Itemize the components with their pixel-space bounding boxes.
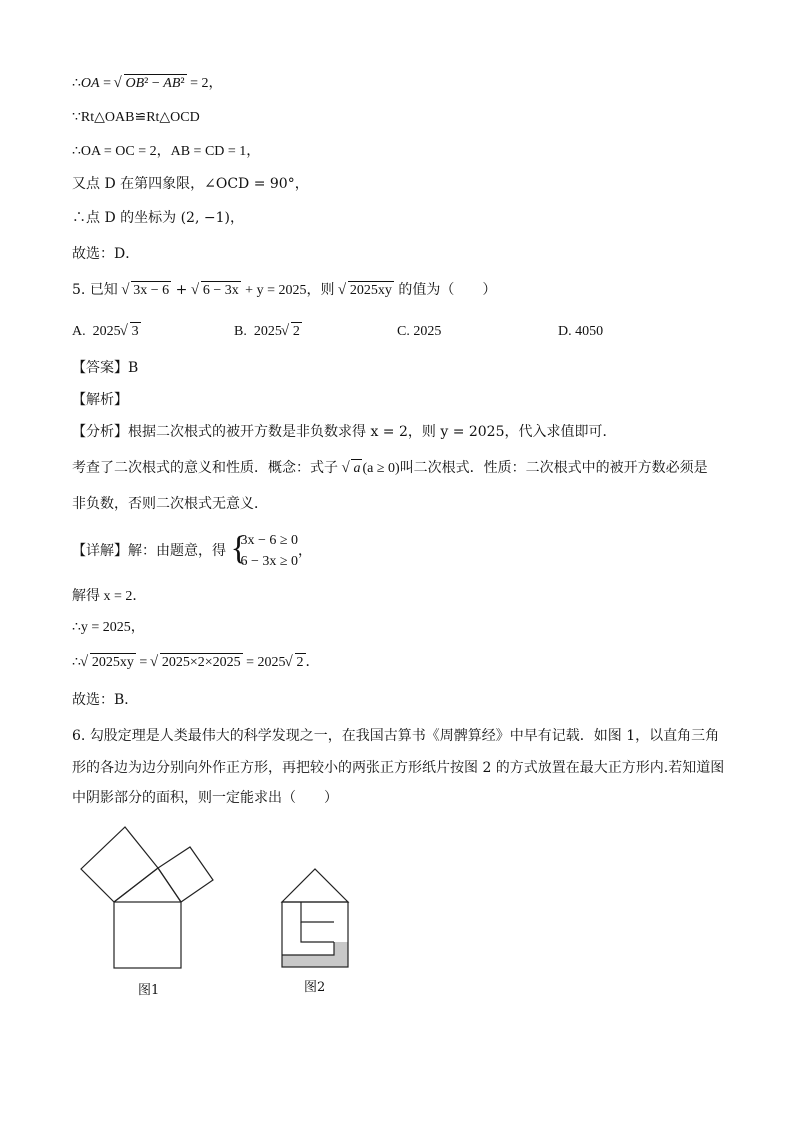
solve-line-1: 解得 x = 2．	[72, 589, 147, 604]
option-c: C. 2025	[397, 324, 442, 339]
answer-value: B	[128, 360, 139, 376]
right-triangle	[114, 868, 181, 902]
shaded-region	[282, 955, 348, 967]
small-paper	[301, 902, 334, 922]
line-oa: ∴OA = √ OB² − AB² = 2，	[72, 74, 222, 94]
choose-b: 故选：B．	[72, 692, 139, 708]
answer-line	[72, 358, 138, 378]
medium-square	[81, 827, 158, 902]
figure-2-caption: 图2	[304, 980, 326, 995]
concept-line-1: 考查了二次根式的意义和性质．概念：式子 √ a (a ≥ 0)叫二次根式．性质：二次根式中的被开方数必须是	[72, 458, 708, 479]
concept-line-2: 非负数，否则二次根式无意义．	[72, 496, 268, 512]
radical-expr1: √ 3x − 6	[122, 281, 171, 301]
solve-line-3: ∴√ 2025xy = √ 2025×2×2025 = 2025√ 2 ．	[72, 653, 320, 673]
answer-tag: 【答案】	[72, 360, 128, 376]
figure-2-arrangement	[278, 866, 352, 972]
small-square	[158, 847, 213, 902]
small-paper-inner	[301, 922, 334, 942]
radical-expr2: √ 6 − 3x	[192, 281, 241, 301]
option-b: B. 2025√ 2	[234, 322, 302, 342]
shaded-strip	[334, 942, 348, 955]
inequality-system: { 3x − 6 ≥ 0 6 − 3x ≥ 0	[230, 530, 298, 572]
figure-1-caption: 图1	[138, 983, 160, 998]
line-quadrant: 又点 D 在第四象限，∠OCD = 90°，	[72, 176, 309, 192]
option-d: D. 4050	[558, 324, 604, 339]
analysis-tag: 【解析】	[72, 392, 128, 408]
medium-paper	[282, 942, 334, 955]
figure-1-pythagoras	[78, 824, 218, 972]
roof-triangle	[282, 869, 348, 902]
question-6-line-3: 中阴影部分的面积，则一定能求出（ ）	[72, 790, 338, 806]
question-6-line-1: 6. 勾股定理是人类最伟大的科学发现之一，在我国古算书《周髀算经》中早有记载．如图 1，以直角三角	[72, 728, 720, 744]
solve-line-2: ∴y = 2025，	[72, 620, 145, 635]
fenxi-line: 【分析】根据二次根式的被开方数是非负数求得 x = 2，则 y = 2025，代入求值即可．	[72, 424, 617, 440]
line-coordinate: ∴点 D 的坐标为 (2, −1)，	[72, 210, 244, 226]
large-square	[114, 902, 181, 968]
line-oc-cd: ∴OA = OC = 2，AB = CD = 1，	[72, 144, 261, 159]
question-6-line-2: 形的各边为边分别向外作正方形，再把较小的两张正方形纸片按图 2 的方式放置在最大正方形内.若知道图	[72, 760, 725, 776]
radical-expr3: √ 2025xy	[339, 281, 394, 301]
line-congruent: ∵Rt△OAB≌Rt△OCD	[72, 110, 200, 125]
option-a: A. 2025√ 3	[72, 322, 141, 342]
question-5-stem: 5. 已知 √ 3x − 6 + √ 6 − 3x + y = 2025，则 √ 2025xy 的值为（ ）	[72, 280, 496, 301]
question-number: 5.	[72, 282, 86, 298]
line-choose-d: 故选：D．	[72, 246, 140, 262]
detail-line: 【详解】解：由题意，得 { 3x − 6 ≥ 0 6 − 3x ≥ 0 ，	[72, 530, 312, 572]
